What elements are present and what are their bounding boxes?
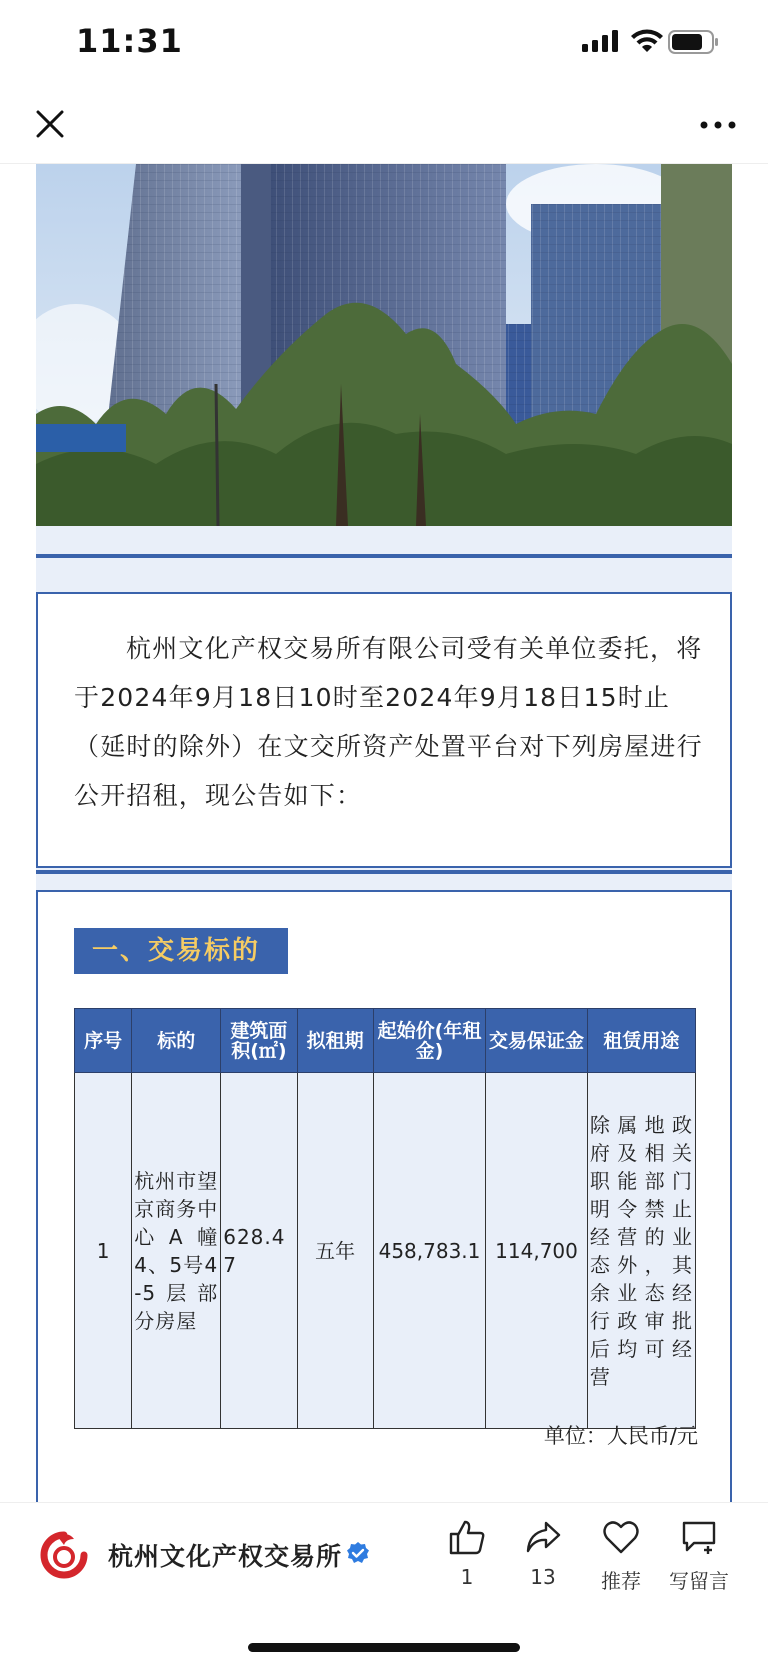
battery-icon: [668, 30, 720, 54]
share-button[interactable]: [508, 1519, 578, 1589]
table-header: 拟租期: [297, 1009, 373, 1073]
lease-table: [74, 1008, 696, 1429]
comment-button[interactable]: [664, 1519, 734, 1594]
heart-icon: [602, 1519, 640, 1555]
share-icon: [524, 1519, 562, 1555]
share-count: 13: [530, 1565, 556, 1589]
like-count: 1: [460, 1565, 474, 1589]
comment-icon: [680, 1519, 718, 1555]
table-row: [75, 1073, 696, 1429]
account-name[interactable]: 杭州文化产权交易所: [108, 1542, 343, 1571]
divider-line: [36, 554, 732, 558]
table-header: 建筑面积(㎡): [221, 1009, 297, 1073]
bottom-bar: [0, 1502, 768, 1662]
recommend-label: 推荐: [601, 1569, 641, 1593]
table-cell: 114,700: [486, 1073, 588, 1429]
thumbs-up-icon: [448, 1519, 486, 1555]
verified-badge-icon: [346, 1541, 370, 1565]
divider-line: [36, 870, 732, 874]
table-header: 标的: [132, 1009, 221, 1073]
table-cell: 除属地政府及相关职能部门明令禁止经营的业态外，其余业态经行政审批后均可经营: [587, 1073, 695, 1429]
nav-bar: [0, 88, 768, 164]
close-icon[interactable]: [30, 104, 70, 144]
table-header: 交易保证金: [486, 1009, 588, 1073]
table-header: 序号: [75, 1009, 132, 1073]
recommend-button[interactable]: [586, 1519, 656, 1594]
account-logo-icon[interactable]: [38, 1529, 90, 1581]
article-body: [36, 164, 732, 1502]
trade-subject-section: [36, 890, 732, 1502]
like-button[interactable]: [432, 1519, 502, 1589]
notice-text: 杭州文化产权交易所有限公司受有关单位委托，将于2024年9月18日10时至2024年9月18日15时止（延时的除外）在文交所资产处置平台对下列房屋进行公开招租，现公告如下：: [74, 634, 703, 810]
wifi-icon: [630, 28, 664, 54]
table-cell: 458,783.1: [373, 1073, 485, 1429]
table-header: 租赁用途: [587, 1009, 695, 1073]
unit-note: 单位：人民币/元: [543, 1424, 698, 1448]
more-options-icon[interactable]: [696, 110, 740, 140]
section-title: 一、交易标的: [74, 928, 288, 974]
status-time: 11:31: [76, 22, 183, 60]
table-cell: 628.47: [221, 1073, 297, 1429]
table-cell: 杭州市望京商务中心A幢4、5号4-5层部分房屋: [132, 1073, 221, 1429]
hero-building-image: [36, 164, 732, 526]
cellular-signal-icon: [582, 30, 618, 52]
notice-box: [36, 592, 732, 868]
comment-label: 写留言: [669, 1569, 729, 1593]
table-header: 起始价(年租金): [373, 1009, 485, 1073]
table-cell: 1: [75, 1073, 132, 1429]
status-bar: [0, 0, 768, 88]
home-indicator[interactable]: [248, 1643, 520, 1652]
table-cell: 五年: [297, 1073, 373, 1429]
table-header-row: [75, 1009, 696, 1073]
